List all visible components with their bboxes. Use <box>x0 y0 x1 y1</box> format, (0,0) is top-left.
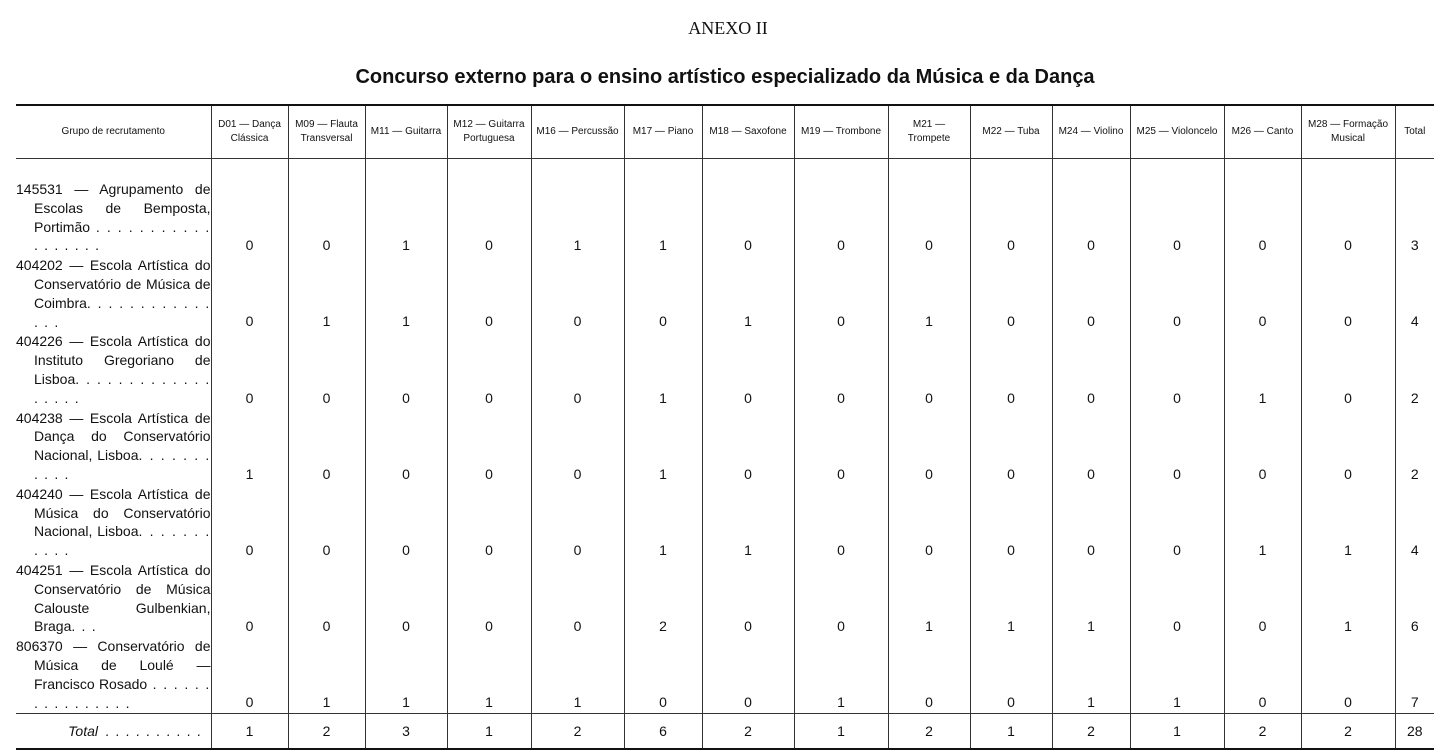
value-cell: 0 <box>970 256 1052 332</box>
value-cell: 1 <box>624 409 702 485</box>
value-cell: 1 <box>447 637 531 714</box>
school-name-cell <box>16 637 211 714</box>
value-cell: 0 <box>531 256 624 332</box>
value-cell: 0 <box>211 485 288 561</box>
value-cell: 0 <box>1224 561 1301 637</box>
value-cell: 0 <box>211 159 288 257</box>
value-cell: 0 <box>888 485 970 561</box>
school-name-cell <box>16 332 211 408</box>
value-cell: 0 <box>702 159 794 257</box>
value-cell: 0 <box>211 332 288 408</box>
column-header: Grupo de recrutamento <box>16 105 211 159</box>
value-cell: 0 <box>1130 159 1224 257</box>
value-cell: 0 <box>888 159 970 257</box>
school-name: 806370 — Conservatório de Música de Loulé — Francisco Rosado <box>16 638 211 692</box>
value-cell: 1 <box>794 637 888 714</box>
value-cell: 0 <box>794 256 888 332</box>
value-cell: 0 <box>1130 332 1224 408</box>
value-cell: 0 <box>794 409 888 485</box>
table-header-row <box>16 105 1434 159</box>
total-value-cell: 3 <box>365 714 447 750</box>
value-cell: 0 <box>970 485 1052 561</box>
school-name-cell <box>16 256 211 332</box>
column-header: M28 — Formação Musical <box>1301 105 1395 159</box>
value-cell: 0 <box>1052 256 1130 332</box>
dot-leader: . . . . . . . . . . . <box>34 447 211 482</box>
total-value-cell: 1 <box>794 714 888 750</box>
value-cell: 0 <box>1301 159 1395 257</box>
value-cell: 2 <box>624 561 702 637</box>
value-cell: 0 <box>447 485 531 561</box>
table-row <box>16 409 1434 485</box>
value-cell: 0 <box>365 409 447 485</box>
value-cell: 0 <box>211 256 288 332</box>
dot-leader: . . . . . . . . . . . . . . . . <box>34 675 211 711</box>
total-value-cell: 2 <box>888 714 970 750</box>
value-cell: 0 <box>531 332 624 408</box>
value-cell: 0 <box>1224 256 1301 332</box>
dot-leader: . . . . . . . . . . . . . . . <box>34 294 211 330</box>
value-cell: 1 <box>365 256 447 332</box>
recruitment-table <box>16 104 1434 750</box>
column-header: M16 — Percussão <box>531 105 624 159</box>
school-name-cell <box>16 485 211 561</box>
value-cell: 1 <box>888 561 970 637</box>
value-cell: 0 <box>794 485 888 561</box>
value-cell: 6 <box>1395 561 1434 637</box>
value-cell: 1 <box>288 637 365 714</box>
value-cell: 1 <box>365 159 447 257</box>
total-value-cell: 2 <box>1052 714 1130 750</box>
value-cell: 0 <box>211 561 288 637</box>
column-header: M09 — Flauta Transversal <box>288 105 365 159</box>
value-cell: 1 <box>970 561 1052 637</box>
value-cell: 0 <box>1301 637 1395 714</box>
dot-leader: . . . . . . . . . . <box>105 723 203 740</box>
value-cell: 1 <box>1130 637 1224 714</box>
value-cell: 1 <box>288 256 365 332</box>
value-cell: 0 <box>1130 485 1224 561</box>
total-value-cell: 2 <box>702 714 794 750</box>
page-title: Concurso externo para o ensino artístico especializado da Música e da Dança <box>355 66 1095 88</box>
value-cell: 0 <box>365 561 447 637</box>
total-label-cell <box>16 714 211 750</box>
value-cell: 0 <box>288 485 365 561</box>
value-cell: 0 <box>794 159 888 257</box>
value-cell: 2 <box>1395 332 1434 408</box>
table-row <box>16 256 1434 332</box>
value-cell: 0 <box>531 485 624 561</box>
total-value-cell: 28 <box>1395 714 1434 750</box>
column-header: M12 — Guitarra Portuguesa <box>447 105 531 159</box>
value-cell: 0 <box>1224 159 1301 257</box>
value-cell: 0 <box>1052 485 1130 561</box>
value-cell: 0 <box>1224 637 1301 714</box>
value-cell: 4 <box>1395 256 1434 332</box>
dot-leader: . . . . . . . . . . . . . . . . . . <box>34 370 211 406</box>
value-cell: 0 <box>970 159 1052 257</box>
value-cell: 0 <box>447 256 531 332</box>
value-cell: 1 <box>365 637 447 714</box>
value-cell: 0 <box>365 332 447 408</box>
total-value-cell: 6 <box>624 714 702 750</box>
value-cell: 1 <box>624 159 702 257</box>
column-header: M25 — Violoncelo <box>1130 105 1224 159</box>
total-label: Total <box>68 723 98 740</box>
value-cell: 0 <box>531 561 624 637</box>
value-cell: 7 <box>1395 637 1434 714</box>
value-cell: 0 <box>447 409 531 485</box>
value-cell: 0 <box>1052 159 1130 257</box>
value-cell: 0 <box>970 409 1052 485</box>
value-cell: 0 <box>888 332 970 408</box>
value-cell: 2 <box>1395 409 1434 485</box>
dot-leader: . . . . . . . . . . . . . . . . . . <box>34 218 211 254</box>
total-value-cell: 1 <box>211 714 288 750</box>
value-cell: 0 <box>624 637 702 714</box>
total-value-cell: 1 <box>1130 714 1224 750</box>
dot-leader: . . . . . . . . . . . <box>34 523 211 559</box>
value-cell: 0 <box>1301 256 1395 332</box>
value-cell: 0 <box>702 409 794 485</box>
value-cell: 0 <box>794 561 888 637</box>
value-cell: 1 <box>624 485 702 561</box>
value-cell: 0 <box>288 159 365 257</box>
value-cell: 0 <box>447 561 531 637</box>
value-cell: 0 <box>365 485 447 561</box>
value-cell: 0 <box>1130 409 1224 485</box>
value-cell: 1 <box>1052 637 1130 714</box>
value-cell: 0 <box>531 409 624 485</box>
value-cell: 0 <box>1130 561 1224 637</box>
value-cell: 0 <box>888 409 970 485</box>
value-cell: 0 <box>1052 332 1130 408</box>
value-cell: 1 <box>1224 332 1301 408</box>
value-cell: 1 <box>702 485 794 561</box>
value-cell: 0 <box>888 637 970 714</box>
column-header: Total <box>1395 105 1434 159</box>
value-cell: 0 <box>702 332 794 408</box>
value-cell: 1 <box>702 256 794 332</box>
total-value-cell: 2 <box>1301 714 1395 750</box>
column-header: M18 — Saxofone <box>702 105 794 159</box>
value-cell: 1 <box>531 637 624 714</box>
school-name: 404226 — Escola Artística do Instituto Gregoriano de Lisboa <box>16 333 211 387</box>
school-name-cell <box>16 159 211 257</box>
table-row <box>16 561 1434 637</box>
value-cell: 1 <box>211 409 288 485</box>
value-cell: 3 <box>1395 159 1434 257</box>
value-cell: 0 <box>702 637 794 714</box>
value-cell: 0 <box>794 332 888 408</box>
column-header: M11 — Guitarra <box>365 105 447 159</box>
table-row <box>16 637 1434 714</box>
value-cell: 0 <box>624 256 702 332</box>
value-cell: 4 <box>1395 485 1434 561</box>
school-name: 404251 — Escola Artística do Conservatório de Música Calouste Gulbenkian, Braga <box>16 561 211 635</box>
total-value-cell: 1 <box>447 714 531 750</box>
column-header: M26 — Canto <box>1224 105 1301 159</box>
column-header: D01 — Dança Clássica <box>211 105 288 159</box>
value-cell: 0 <box>288 409 365 485</box>
school-name: 404202 — Escola Artística do Conservatório de Música de Coimbra <box>16 257 211 311</box>
column-header: M22 — Tuba <box>970 105 1052 159</box>
total-row <box>16 714 1434 750</box>
table-row <box>16 485 1434 561</box>
column-header: M17 — Piano <box>624 105 702 159</box>
value-cell: 0 <box>211 637 288 714</box>
value-cell: 0 <box>1301 409 1395 485</box>
value-cell: 1 <box>1301 485 1395 561</box>
value-cell: 0 <box>447 332 531 408</box>
value-cell: 0 <box>970 332 1052 408</box>
value-cell: 0 <box>1224 409 1301 485</box>
total-value-cell: 2 <box>531 714 624 750</box>
value-cell: 0 <box>1301 332 1395 408</box>
column-header: M19 — Trombone <box>794 105 888 159</box>
total-value-cell: 2 <box>1224 714 1301 750</box>
school-name-cell <box>16 561 211 637</box>
total-value-cell: 1 <box>970 714 1052 750</box>
value-cell: 1 <box>1224 485 1301 561</box>
table-row <box>16 332 1434 408</box>
value-cell: 0 <box>288 561 365 637</box>
column-header: M21 — Trompete <box>888 105 970 159</box>
value-cell: 1 <box>624 332 702 408</box>
school-name: 145531 — Agrupamento de Escolas de Bemposta, Portimão <box>16 181 211 235</box>
value-cell: 0 <box>970 637 1052 714</box>
school-name-cell <box>16 409 211 485</box>
value-cell: 0 <box>1052 409 1130 485</box>
value-cell: 1 <box>888 256 970 332</box>
table-row <box>16 159 1434 257</box>
total-value-cell: 2 <box>288 714 365 750</box>
value-cell: 1 <box>1052 561 1130 637</box>
annex-heading: ANEXO II <box>688 18 768 38</box>
value-cell: 0 <box>288 332 365 408</box>
school-name: 404238 — Escola Artística de Dança do Conservatório Nacional, Lisboa <box>16 409 211 464</box>
value-cell: 0 <box>1130 256 1224 332</box>
school-name: 404240 — Escola Artística de Música do Conservatório Nacional, Lisboa <box>16 485 211 540</box>
value-cell: 1 <box>531 159 624 257</box>
dot-leader: . . . <box>71 618 97 635</box>
value-cell: 0 <box>702 561 794 637</box>
value-cell: 0 <box>447 159 531 257</box>
column-header: M24 — Violino <box>1052 105 1130 159</box>
value-cell: 1 <box>1301 561 1395 637</box>
